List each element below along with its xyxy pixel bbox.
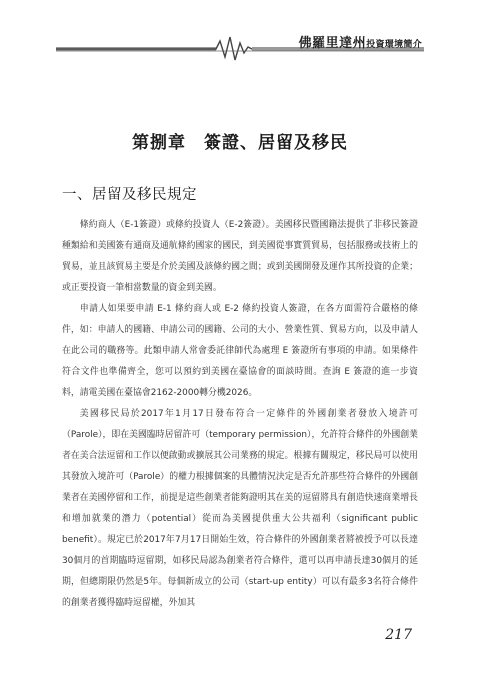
chapter-title: 第捌章 簽證、居留及移民 — [132, 133, 348, 153]
paragraph-e-visa: 條約商人（E-1簽證）或條約投資人（E-2簽證）。美國移民暨國籍法提供了非移民簽證種類給和美國簽有通商及通航條約國家的國民，到美國從事實質貿易，包括服務或技術上的貿易，並且該貿易主要是介於美國及該條約國之間；或到美國開發及運作其所投資的企業；或正要投資一筆相當數量的資金到美國。 — [62, 220, 418, 293]
paragraph-application: 申請人如果要申請 E-1 條約商人或 E-2 條約投資人簽證，在各方面需符合嚴格的條件，如：申請人的國籍、申請公司的國籍、公司的大小、營業性質、貿易方向，以及申請人在此公司的職務等。此類申請人常會委託律師代為處理 E 簽證所有事項的申請。如果條件符合文件也準備齊全，您可以預約到美國在臺協會的面談時間。查詢 E 簽證的進一步資料，請電美國在臺協會2162-2000轉分機2026。 — [62, 304, 418, 398]
page-header — [0, 0, 480, 70]
section-heading: 一、居留及移民規定 — [62, 187, 197, 203]
body-text — [62, 215, 418, 614]
header-title — [299, 34, 422, 50]
header-title-main: 佛羅里達州 — [298, 36, 367, 51]
header-title-sub: 投資環境簡介 — [366, 40, 422, 50]
page-number: 217 — [385, 627, 412, 643]
paragraph-parole: 美國移民局於2017年1月17日發布符合一定條件的外國創業者發放入境許可（Parole），即在美國臨時居留許可（temporary permission），允許符合條件的外國創業者在美合法逗留和工作以便啟動或擴展其公司業務的規定。根據有關規定，移民局可以使用其發放入境許可（Parole）的權力根據個案的具體情況決定是否允許那些符合條件的外國創業者在美國停留和工作，前提是這些創業者能夠證明其在美的逗留將具有創造快速商業增長和增加就業的潛力（potential）從而為美國提供重大公共福利（significant public benefit）。規定已於2017年7月17日開始生效，符合條件的外國創業者將被授予可以長達30個月的首期臨時逗留期，如移民局認為創業者符合條件，還可以再申請長達30個月的延期，但總期限仍然是5年。每個新成立的公司（start-up entity）可以有最多3名符合條件的創業者獲得臨時逗留權，外加其 — [62, 409, 418, 608]
